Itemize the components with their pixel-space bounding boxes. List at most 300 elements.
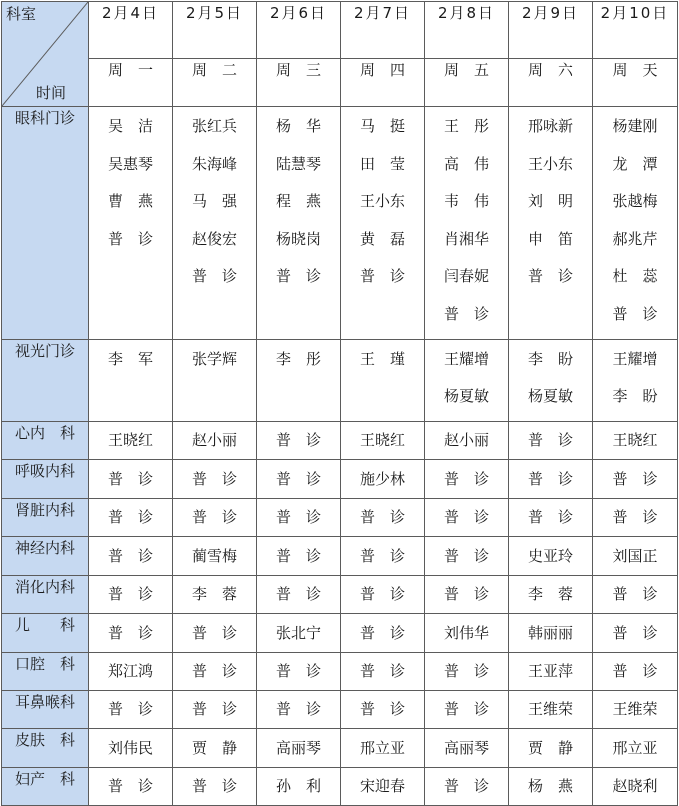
department-name-cell: 视光门诊 — [2, 339, 89, 421]
doctor-name: 普 诊 — [612, 585, 658, 604]
day-cell — [341, 459, 425, 498]
day-cell — [509, 421, 593, 459]
day-cell — [509, 536, 593, 575]
doctor-name: 李 彤 — [275, 349, 321, 368]
day-cell — [509, 498, 593, 536]
doctor-name: 王晓红 — [612, 431, 658, 450]
doctor-name: 宋迎春 — [359, 777, 405, 796]
doctor-name: 孙 利 — [275, 777, 321, 796]
department-row — [2, 107, 678, 340]
doctor-list — [425, 623, 508, 643]
doctor-list — [425, 738, 508, 758]
doctor-name: 刘伟华 — [443, 623, 489, 642]
doctor-name: 普 诊 — [107, 585, 153, 604]
doctor-name: 王维荣 — [527, 700, 573, 719]
day-cell — [173, 498, 257, 536]
doctor-name: 普 诊 — [527, 267, 573, 286]
doctor-name: 王耀增 — [612, 349, 658, 368]
day-cell — [425, 421, 509, 459]
date-cell: 2月7日 — [341, 2, 425, 59]
doctor-list — [173, 738, 256, 758]
day-cell — [89, 652, 173, 690]
doctor-list — [509, 107, 592, 301]
doctor-name: 刘伟民 — [107, 738, 153, 757]
doctor-list — [341, 661, 424, 681]
doctor-list — [509, 584, 592, 604]
doctor-name: 刘 明 — [527, 192, 573, 211]
day-cell — [341, 728, 425, 767]
day-cell — [425, 459, 509, 498]
day-cell — [509, 613, 593, 652]
doctor-name: 普 诊 — [191, 662, 237, 681]
department-name-cell: 心内 科 — [2, 421, 89, 459]
doctor-list — [593, 661, 677, 681]
doctor-list — [341, 546, 424, 566]
doctor-name: 闫春妮 — [443, 267, 489, 286]
weekday-cell: 周 三 — [257, 59, 341, 107]
doctor-name: 普 诊 — [275, 546, 321, 565]
doctor-name: 肖湘华 — [443, 229, 489, 248]
doctor-list — [341, 776, 424, 796]
doctor-name: 李 蓉 — [191, 585, 237, 604]
doctor-list — [509, 507, 592, 527]
doctor-name: 马 强 — [191, 192, 237, 211]
day-cell — [593, 459, 678, 498]
doctor-name: 王小东 — [527, 154, 573, 173]
day-cell — [341, 107, 425, 340]
department-row — [2, 767, 678, 805]
day-cell — [509, 459, 593, 498]
doctor-list — [89, 340, 172, 384]
doctor-name: 施少林 — [359, 469, 405, 488]
doctor-name: 普 诊 — [443, 304, 489, 323]
doctor-list — [509, 738, 592, 758]
doctor-list — [257, 584, 340, 604]
doctor-list — [593, 584, 677, 604]
doctor-list — [89, 661, 172, 681]
day-cell — [425, 652, 509, 690]
day-cell — [341, 536, 425, 575]
doctor-list — [89, 469, 172, 489]
doctor-name: 赵俊宏 — [191, 229, 237, 248]
corner-time-label: 时间 — [36, 84, 67, 102]
doctor-list — [509, 623, 592, 643]
doctor-name: 普 诊 — [612, 469, 658, 488]
doctor-name: 普 诊 — [527, 508, 573, 527]
day-cell — [509, 575, 593, 613]
weekday-cell: 周 四 — [341, 59, 425, 107]
doctor-list — [593, 738, 677, 758]
doctor-list — [173, 584, 256, 604]
day-cell — [593, 728, 678, 767]
doctor-name: 王 瑾 — [359, 349, 405, 368]
doctor-list — [257, 546, 340, 566]
doctor-list — [425, 546, 508, 566]
doctor-list — [509, 546, 592, 566]
doctor-name: 李 盼 — [527, 349, 573, 368]
date-cell: 2月9日 — [509, 2, 593, 59]
doctor-list — [89, 107, 172, 263]
day-cell — [89, 613, 173, 652]
doctor-list — [593, 699, 677, 719]
day-cell — [509, 728, 593, 767]
day-cell — [257, 767, 341, 805]
doctor-name: 普 诊 — [443, 546, 489, 565]
doctor-name: 贾 静 — [527, 738, 573, 757]
day-cell — [593, 652, 678, 690]
doctor-name: 郝兆芹 — [612, 229, 658, 248]
department-row — [2, 421, 678, 459]
doctor-list — [89, 738, 172, 758]
doctor-name: 王小东 — [359, 192, 405, 211]
doctor-name: 普 诊 — [359, 623, 405, 642]
day-cell — [257, 536, 341, 575]
doctor-name: 王维荣 — [612, 700, 658, 719]
doctor-name: 普 诊 — [359, 267, 405, 286]
day-cell — [257, 339, 341, 421]
doctor-list — [341, 738, 424, 758]
day-cell — [593, 575, 678, 613]
doctor-name: 高 伟 — [443, 154, 489, 173]
department-name-cell: 儿 科 — [2, 613, 89, 652]
doctor-name: 普 诊 — [527, 431, 573, 450]
doctor-name: 邢立亚 — [612, 738, 658, 757]
doctor-name: 李 蓉 — [527, 585, 573, 604]
doctor-name: 王 彤 — [443, 117, 489, 135]
day-cell — [425, 107, 509, 340]
weekday-cell: 周 六 — [509, 59, 593, 107]
doctor-name: 赵小丽 — [443, 431, 489, 450]
doctor-list — [341, 584, 424, 604]
doctor-name: 普 诊 — [107, 469, 153, 488]
doctor-name: 王晓红 — [107, 431, 153, 450]
day-cell — [509, 107, 593, 340]
day-cell — [173, 767, 257, 805]
department-row — [2, 459, 678, 498]
doctor-list — [425, 340, 508, 421]
day-cell — [341, 575, 425, 613]
doctor-name: 普 诊 — [443, 508, 489, 527]
doctor-name: 邢咏新 — [527, 117, 573, 135]
doctor-list — [593, 107, 677, 339]
doctor-name: 王耀增 — [443, 349, 489, 368]
doctor-list — [341, 107, 424, 301]
department-row — [2, 690, 678, 728]
day-cell — [257, 613, 341, 652]
day-cell — [509, 652, 593, 690]
doctor-list — [509, 469, 592, 489]
department-name-cell: 神经内科 — [2, 536, 89, 575]
day-cell — [89, 339, 173, 421]
day-cell — [425, 728, 509, 767]
doctor-list — [89, 430, 172, 450]
doctor-name: 普 诊 — [443, 469, 489, 488]
doctor-name: 普 诊 — [359, 700, 405, 719]
doctor-name: 田 莹 — [359, 154, 405, 173]
doctor-name: 史亚玲 — [527, 546, 573, 565]
doctor-list — [173, 469, 256, 489]
day-cell — [89, 421, 173, 459]
department-row — [2, 728, 678, 767]
doctor-list — [425, 776, 508, 796]
day-cell — [593, 536, 678, 575]
doctor-list — [257, 699, 340, 719]
doctor-list — [509, 776, 592, 796]
doctor-name: 马 挺 — [359, 117, 405, 135]
day-cell — [425, 767, 509, 805]
doctor-list — [257, 430, 340, 450]
day-cell — [173, 339, 257, 421]
day-cell — [341, 339, 425, 421]
doctor-name: 普 诊 — [107, 777, 153, 796]
doctor-name: 普 诊 — [275, 662, 321, 681]
doctor-name: 普 诊 — [275, 700, 321, 719]
doctor-list — [341, 623, 424, 643]
doctor-name: 普 诊 — [612, 623, 658, 642]
doctor-name: 杨夏敏 — [443, 387, 489, 406]
doctor-name: 普 诊 — [443, 700, 489, 719]
doctor-list — [173, 107, 256, 301]
header-row — [2, 2, 678, 59]
day-cell — [89, 498, 173, 536]
doctor-list — [341, 507, 424, 527]
doctor-list — [425, 507, 508, 527]
doctor-name: 杨夏敏 — [527, 387, 573, 406]
doctor-name: 杨晓岗 — [275, 229, 321, 248]
department-row — [2, 498, 678, 536]
doctor-list — [257, 340, 340, 384]
day-cell — [593, 107, 678, 340]
day-cell — [593, 498, 678, 536]
doctor-list — [341, 469, 424, 489]
doctor-list — [425, 584, 508, 604]
doctor-name: 吴 洁 — [107, 117, 153, 135]
doctor-name: 普 诊 — [275, 469, 321, 488]
doctor-name: 普 诊 — [612, 508, 658, 527]
doctor-name: 张越梅 — [612, 192, 658, 211]
day-cell — [89, 459, 173, 498]
day-cell — [257, 575, 341, 613]
doctor-list — [173, 507, 256, 527]
doctor-name: 普 诊 — [191, 267, 237, 286]
doctor-name: 普 诊 — [359, 508, 405, 527]
doctor-list — [257, 623, 340, 643]
department-name-cell: 肾脏内科 — [2, 498, 89, 536]
doctor-list — [89, 507, 172, 527]
date-cell: 2月5日 — [173, 2, 257, 59]
doctor-name: 普 诊 — [275, 431, 321, 450]
department-name-cell: 口腔 科 — [2, 652, 89, 690]
doctor-list — [257, 507, 340, 527]
weekday-cell: 周 一 — [89, 59, 173, 107]
doctor-name: 普 诊 — [359, 585, 405, 604]
weekday-cell: 周 五 — [425, 59, 509, 107]
day-cell — [89, 767, 173, 805]
doctor-list — [257, 661, 340, 681]
department-row — [2, 613, 678, 652]
day-cell — [257, 459, 341, 498]
doctor-list — [509, 340, 592, 421]
doctor-name: 普 诊 — [275, 267, 321, 286]
doctor-name: 高丽琴 — [275, 738, 321, 757]
day-cell — [509, 690, 593, 728]
department-row — [2, 652, 678, 690]
department-name-cell: 妇产 科 — [2, 767, 89, 805]
doctor-name: 曹 燕 — [107, 192, 153, 211]
doctor-list — [593, 776, 677, 796]
doctor-list — [509, 661, 592, 681]
doctor-name: 韦 伟 — [443, 192, 489, 211]
doctor-name: 普 诊 — [191, 700, 237, 719]
doctor-name: 普 诊 — [443, 585, 489, 604]
doctor-name: 普 诊 — [107, 700, 153, 719]
doctor-name: 朱海峰 — [191, 154, 237, 173]
day-cell — [173, 459, 257, 498]
day-cell — [257, 728, 341, 767]
doctor-list — [593, 623, 677, 643]
doctor-name: 李 盼 — [612, 387, 658, 406]
doctor-name: 普 诊 — [359, 546, 405, 565]
date-cell: 2月6日 — [257, 2, 341, 59]
doctor-name: 普 诊 — [107, 546, 153, 565]
doctor-name: 普 诊 — [107, 623, 153, 642]
day-cell — [425, 536, 509, 575]
doctor-list — [89, 584, 172, 604]
day-cell — [89, 690, 173, 728]
day-cell — [173, 652, 257, 690]
doctor-name: 王亚萍 — [527, 662, 573, 681]
doctor-name: 贾 静 — [191, 738, 237, 757]
doctor-list — [593, 546, 677, 566]
duty-schedule-table — [1, 1, 678, 806]
day-cell — [341, 613, 425, 652]
doctor-name: 蔺雪梅 — [191, 546, 237, 565]
day-cell — [425, 613, 509, 652]
doctor-name: 普 诊 — [443, 777, 489, 796]
doctor-name: 张学辉 — [191, 349, 237, 368]
day-cell — [257, 107, 341, 340]
day-cell — [341, 421, 425, 459]
day-cell — [341, 498, 425, 536]
department-row — [2, 575, 678, 613]
doctor-name: 普 诊 — [275, 585, 321, 604]
day-cell — [425, 339, 509, 421]
doctor-name: 高丽琴 — [443, 738, 489, 757]
doctor-name: 普 诊 — [191, 508, 237, 527]
day-cell — [593, 421, 678, 459]
doctor-name: 龙 潭 — [612, 154, 658, 173]
doctor-name: 杨建刚 — [612, 117, 658, 135]
doctor-name: 程 燕 — [275, 192, 321, 211]
day-cell — [257, 498, 341, 536]
doctor-list — [341, 340, 424, 384]
doctor-name: 普 诊 — [107, 508, 153, 527]
doctor-list — [425, 661, 508, 681]
day-cell — [89, 575, 173, 613]
department-row — [2, 536, 678, 575]
day-cell — [173, 728, 257, 767]
department-row — [2, 339, 678, 421]
day-cell — [173, 536, 257, 575]
doctor-list — [257, 107, 340, 301]
doctor-name: 韩丽丽 — [527, 623, 573, 642]
corner-dept-label: 科室 — [6, 5, 37, 23]
department-name-cell: 消化内科 — [2, 575, 89, 613]
day-cell — [89, 728, 173, 767]
day-cell — [173, 107, 257, 340]
day-cell — [341, 652, 425, 690]
doctor-name: 陆慧琴 — [275, 154, 321, 173]
day-cell — [173, 421, 257, 459]
day-cell — [593, 339, 678, 421]
day-cell — [173, 690, 257, 728]
doctor-name: 吴惠琴 — [107, 154, 153, 173]
doctor-name: 张北宁 — [275, 623, 321, 642]
day-cell — [173, 575, 257, 613]
doctor-name: 刘国正 — [612, 546, 658, 565]
day-cell — [341, 690, 425, 728]
doctor-list — [257, 738, 340, 758]
doctor-name: 杨 燕 — [527, 777, 573, 796]
doctor-name: 普 诊 — [359, 662, 405, 681]
doctor-name: 普 诊 — [191, 777, 237, 796]
doctor-name: 赵晓利 — [612, 777, 658, 796]
doctor-list — [257, 469, 340, 489]
doctor-name: 普 诊 — [107, 229, 153, 248]
doctor-list — [425, 469, 508, 489]
doctor-list — [89, 776, 172, 796]
day-cell — [89, 107, 173, 340]
day-cell — [593, 767, 678, 805]
doctor-list — [593, 469, 677, 489]
department-name-cell: 呼吸内科 — [2, 459, 89, 498]
doctor-list — [173, 623, 256, 643]
day-cell — [341, 767, 425, 805]
doctor-name: 普 诊 — [191, 623, 237, 642]
day-cell — [173, 613, 257, 652]
doctor-list — [173, 776, 256, 796]
doctor-list — [593, 507, 677, 527]
doctor-list — [341, 699, 424, 719]
day-cell — [425, 575, 509, 613]
doctor-name: 赵小丽 — [191, 431, 237, 450]
doctor-list — [173, 340, 256, 384]
doctor-name: 黄 磊 — [359, 229, 405, 248]
day-cell — [425, 690, 509, 728]
doctor-name: 李 军 — [107, 349, 153, 368]
doctor-name: 邢立亚 — [359, 738, 405, 757]
doctor-list — [89, 623, 172, 643]
department-name-cell: 皮肤 科 — [2, 728, 89, 767]
doctor-name: 杨 华 — [275, 117, 321, 135]
doctor-list — [257, 776, 340, 796]
doctor-list — [509, 430, 592, 450]
doctor-list — [173, 546, 256, 566]
doctor-list — [509, 699, 592, 719]
date-cell: 2月8日 — [425, 2, 509, 59]
corner-header-cell — [2, 2, 89, 107]
day-cell — [257, 652, 341, 690]
doctor-name: 郑江鸿 — [107, 662, 153, 681]
doctor-name: 杜 蕊 — [612, 267, 658, 286]
doctor-name: 普 诊 — [527, 469, 573, 488]
doctor-list — [593, 340, 677, 421]
day-cell — [509, 767, 593, 805]
day-cell — [257, 690, 341, 728]
doctor-list — [425, 430, 508, 450]
department-name-cell: 耳鼻喉科 — [2, 690, 89, 728]
day-cell — [257, 421, 341, 459]
